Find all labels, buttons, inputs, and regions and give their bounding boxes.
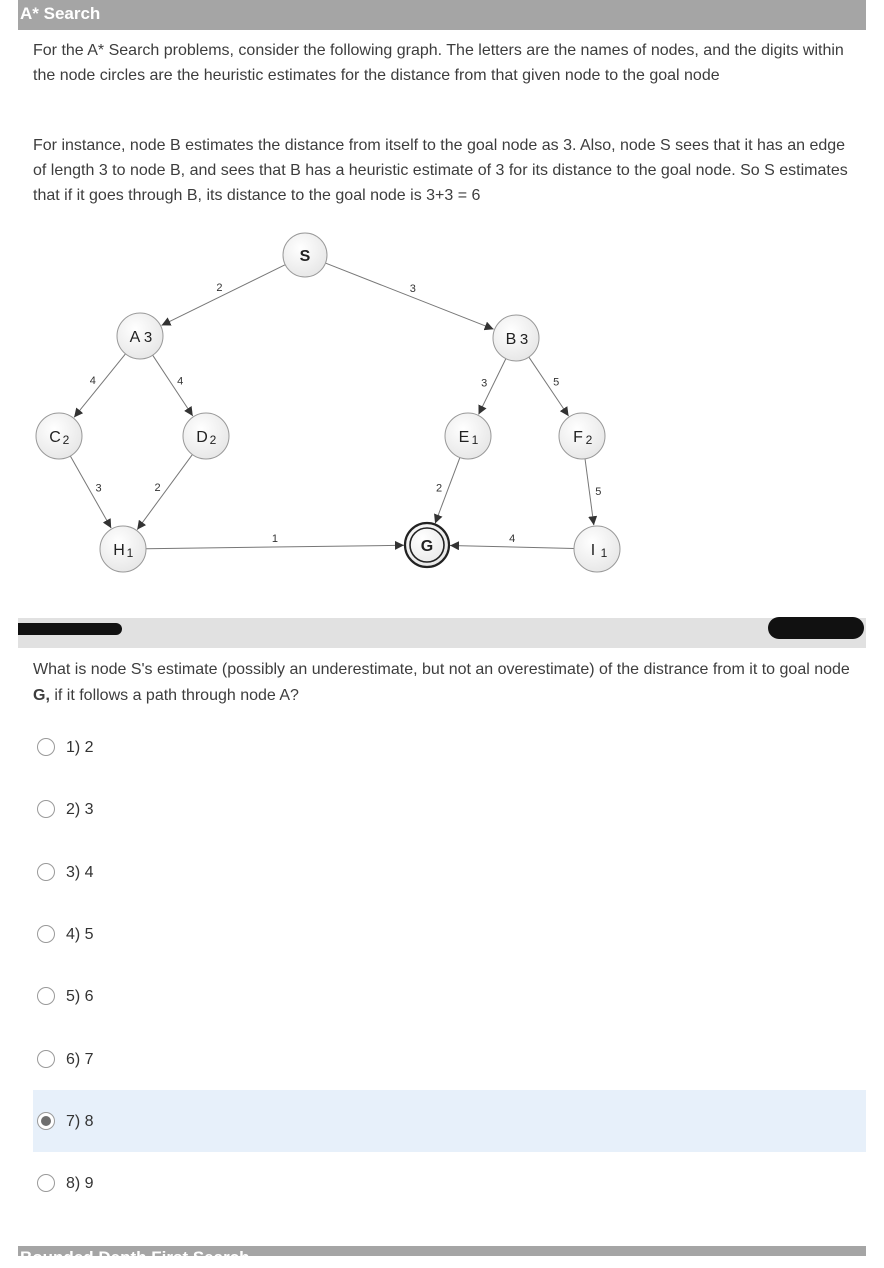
answer-option-2[interactable] [33, 778, 866, 840]
edge-i-g [450, 546, 574, 549]
node-name: H [113, 542, 125, 559]
question-text-part: if it follows a path through node A? [49, 687, 299, 704]
node-name: F [573, 429, 583, 446]
radio-button[interactable] [37, 738, 55, 756]
option-label: 8) 9 [66, 1175, 94, 1192]
edge-weight-label: 5 [553, 376, 560, 389]
edge-d-h [137, 455, 192, 530]
edge-weight-label: 3 [481, 377, 488, 390]
answer-option-1[interactable] [33, 716, 866, 778]
node-circle [574, 526, 620, 572]
radio-button[interactable] [37, 1174, 55, 1192]
answer-option-6[interactable] [33, 1028, 866, 1090]
edge-weight-label: 3 [95, 482, 102, 495]
radio-button[interactable] [37, 1050, 55, 1068]
question-text [33, 657, 859, 709]
node-heuristic: 2 [585, 433, 593, 447]
edge-weight-label: 3 [409, 282, 416, 295]
node-heuristic: 3 [519, 331, 529, 348]
radio-button[interactable] [37, 987, 55, 1005]
edge-weight-label: 4 [509, 533, 516, 546]
edge-s-a [162, 265, 286, 326]
section-title: A* Search [20, 4, 101, 23]
node-f [559, 413, 605, 459]
radio-button[interactable] [37, 800, 55, 818]
graph-diagram [18, 218, 866, 590]
edge-a-d [153, 355, 193, 416]
node-name: A [129, 329, 141, 346]
node-heuristic: 1 [126, 546, 134, 560]
answer-option-5[interactable] [33, 965, 866, 1027]
redaction-mark [768, 617, 864, 639]
radio-button[interactable] [37, 1112, 55, 1130]
radio-button[interactable] [37, 863, 55, 881]
edge-weight-label: 2 [216, 281, 223, 294]
question-text-bold: G, [33, 687, 50, 704]
node-s [283, 233, 327, 277]
node-b [493, 315, 539, 361]
option-label: 1) 2 [66, 739, 94, 756]
intro-paragraph-2: For instance, node B estimates the distance from itself to the goal node as 3. Also, node S sees that it has an edge of length 3 to node B, and sees that B has a heuristic estimate of 3 for its distance to the goal node. So S estimates that if it goes through B, its distance to the goal node is 3+3 = 6 [33, 137, 848, 204]
node-h [100, 526, 146, 572]
option-label: 3) 4 [66, 864, 94, 881]
radio-button[interactable] [37, 925, 55, 943]
node-name: G [420, 538, 434, 555]
section-header [18, 0, 866, 30]
edge-weight-label: 2 [154, 481, 161, 494]
redaction-mark [18, 623, 122, 635]
intro-paragraph-1: For the A* Search problems, consider the following graph. The letters are the names of nodes, and the digits within the node circles are the heuristic estimates for the distance from that given node to the goal node [33, 42, 844, 84]
option-label: 6) 7 [66, 1051, 94, 1068]
question-text-part: What is node S's estimate (possibly an underestimate, but not an overestimate) of the distrance from it to goal node [33, 661, 850, 678]
edge-weight-label: 4 [177, 375, 184, 388]
edge-a-c [74, 354, 125, 417]
question-header-bar [18, 618, 866, 648]
node-name: E [458, 429, 470, 446]
node-e [445, 413, 491, 459]
node-name: S [299, 248, 311, 265]
edge-c-h [70, 456, 111, 528]
edge-weight-label: 2 [436, 482, 443, 495]
node-name: D [196, 429, 208, 446]
edge-h-g [146, 545, 404, 548]
node-a [117, 313, 163, 359]
option-label: 4) 5 [66, 926, 94, 943]
node-heuristic: 2 [209, 433, 217, 447]
answer-option-4[interactable] [33, 903, 866, 965]
edge-weight-label: 4 [89, 374, 96, 387]
option-label: 2) 3 [66, 801, 94, 818]
edge-s-b [325, 263, 493, 329]
option-label: 5) 6 [66, 988, 94, 1005]
node-c [36, 413, 82, 459]
node-g [405, 523, 449, 567]
node-d [183, 413, 229, 459]
node-heuristic: 1 [471, 433, 479, 447]
edge-f-i [585, 459, 594, 525]
answer-option-7[interactable] [33, 1090, 866, 1152]
node-name: B [505, 331, 517, 348]
edge-weight-label: 5 [595, 485, 602, 498]
next-section-title: Bounded Depth First Search [20, 1248, 250, 1267]
answer-option-3[interactable] [33, 841, 866, 903]
edge-weight-label: 1 [271, 533, 278, 546]
edge-b-f [529, 357, 569, 416]
node-name: C [49, 429, 61, 446]
node-name: I [590, 542, 596, 559]
option-label: 7) 8 [66, 1113, 94, 1130]
node-heuristic: 3 [143, 329, 153, 346]
node-heuristic: 2 [62, 433, 70, 447]
answer-option-8[interactable] [33, 1152, 866, 1214]
node-heuristic: 1 [600, 546, 608, 560]
node-i [574, 526, 620, 572]
